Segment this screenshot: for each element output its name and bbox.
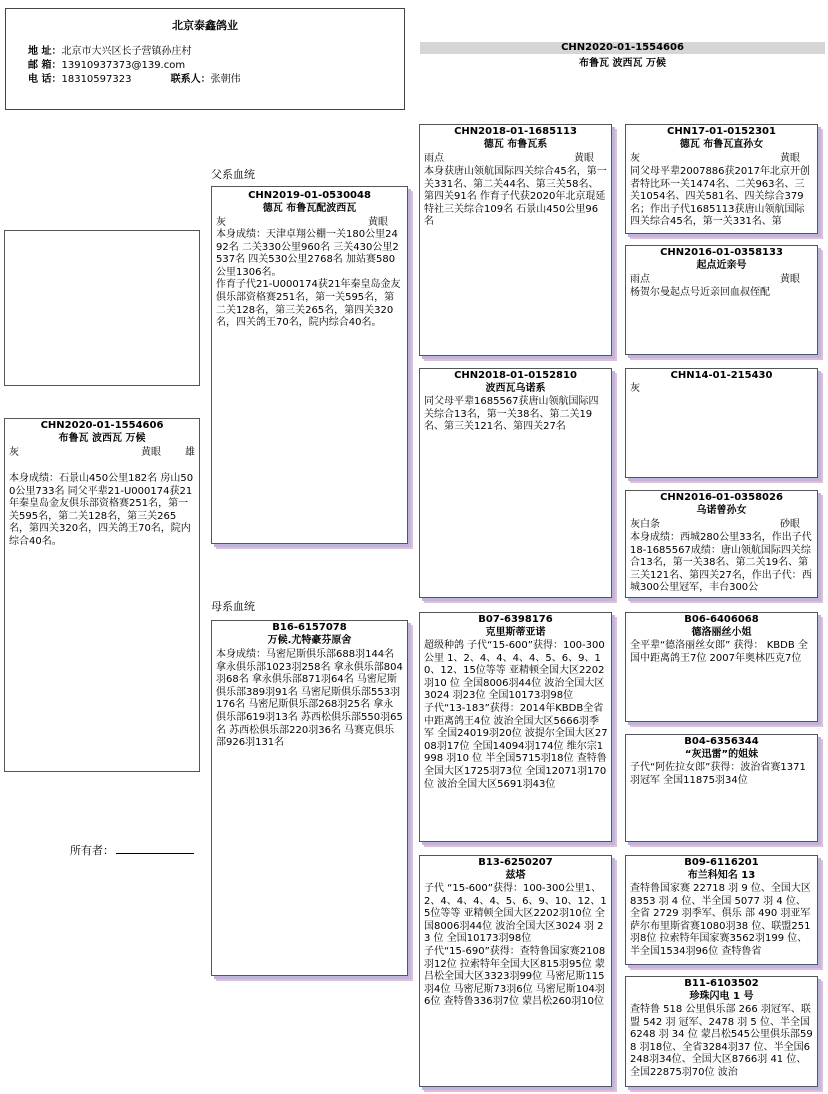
- sss-ring: CHN17-01-0152301: [667, 126, 776, 137]
- dds-card: [625, 855, 818, 965]
- sire-dam-card: [419, 368, 612, 598]
- dds-description: 查特鲁国家赛 22718 羽 9 位、全国大区 8353 羽 4 位、半全国 5077 羽 4 位、 全省 2729 羽季军、俱乐 部 490 羽亚军 萨尔布里斯省赛1080羽38 位、联盟251羽8位 拉索特年国家赛3562羽199 位、半全国1534羽96位 查特鲁省: [630, 883, 815, 957]
- ssd-ring: CHN2016-01-0358133: [660, 247, 783, 258]
- ddd-description: 查特鲁 518 公里俱乐部 266 羽冠军、联盟 542 羽 冠军、2478 羽 5 位、半全国 6248 羽 34 位 蒙吕松545公里俱乐部598 羽18位、全省3284羽37 位、半全国6248羽34位、全国大区8766羽 41 位、 全国22875羽70位 波治: [630, 1004, 814, 1078]
- sire-sire-card: [419, 124, 612, 356]
- sdd-description: 本身成绩：西城280公里33名，作出子代18-1685567成绩：唐山领航国际四关综合13名，第一关38名、第二关19名、第三关121名、第四关27名，作出子代：西城300公里冠军，丰台300公: [630, 532, 812, 594]
- subject-color: 灰: [9, 447, 19, 458]
- dam-sire-description: 超级种鸽 子代“15-600”获得：100-300公里 1、2、4、4、4、4、5、6、9、10、12、15位等等 亚精顿全国大区2202羽10 位 全国8006羽44位 波治全国大区3024 羽23位 全国10173羽98位 子代“13-183”获得：2014年KBDB全省中距离鸽王4位 波治全国大区5666羽季军 全国24019羽20位 波提尔全国大区2708羽17位 全国14094羽174位 维尔宗1998 羽10 位 半全国5715羽18位 查特鲁全国大区1725羽73位 全国12071羽170位 波治全国大区5691羽43位: [424, 640, 608, 790]
- sire-card: [211, 186, 408, 544]
- dam-dam-description: 子代 “15-600”获得：100-300公里1、2、4、4、4、4、5、6、9、10、12、15位等等 亚精顿全国大区2202羽10位 全国8006羽44位 波治全国大区3024 羽 23 位 全国10173羽98位 子代“15-690”获得：查特鲁国家赛2108羽12位 拉索特年全国大区815羽95位 蒙吕松全国大区3323羽99位 马密尼斯115羽4位 马密尼斯73羽6位 马密尼斯104羽6位 查特鲁336羽7位 蒙吕松260羽10位: [424, 883, 607, 1008]
- dss-ring: B06-6406068: [684, 614, 759, 625]
- dsd-card: [625, 734, 818, 842]
- dam-ring: B16-6157078: [272, 622, 347, 633]
- subject-eye: 黄眼: [141, 447, 161, 458]
- phone-label: 电 话：: [28, 74, 62, 85]
- mother-line-label: 母系血统: [211, 600, 255, 613]
- sds-ring: CHN14-01-215430: [670, 370, 773, 381]
- sss-color: 灰: [630, 153, 640, 164]
- sds-color: 灰: [630, 383, 640, 394]
- breeder-header: [5, 8, 405, 110]
- dsd-name: “灰迅雷”的姐妹: [684, 749, 759, 760]
- dam-dam-ring: B13-6250207: [478, 857, 553, 868]
- sire-dam-description: 同父母平辈1685567获唐山领航国际四关综合13名，第一关38名、第二关19名、第三关121名、第四关27名: [424, 396, 599, 433]
- sire-name: 德瓦 布鲁瓦配波西瓦: [262, 203, 357, 214]
- dam-sire-name: 克里斯蒂亚诺: [485, 627, 546, 638]
- dam-dam-name: 兹塔: [505, 870, 526, 881]
- sire-ring: CHN2019-01-0530048: [248, 190, 371, 201]
- sire-sire-ring: CHN2018-01-1685113: [454, 126, 577, 137]
- sire-sire-name: 德瓦 布鲁瓦系: [483, 139, 548, 150]
- sire-sire-eye: 黄眼: [574, 153, 594, 164]
- dss-name: 德洛丽丝小姐: [691, 627, 752, 638]
- sire-eye: 黄眼: [368, 217, 388, 228]
- dss-card: [625, 612, 818, 722]
- dam-sire-ring: B07-6398176: [478, 614, 553, 625]
- sdd-eye: 砂眼: [780, 519, 800, 530]
- dss-description: 全平辈“德洛丽丝女郎” 获得： KBDB 全国中距离鸽王7位 2007年奥林匹克7位: [630, 640, 808, 664]
- email-label: 邮 箱：: [28, 60, 62, 71]
- father-line-label: 父系血统: [211, 168, 255, 181]
- contact-value: 张朝伟: [210, 74, 241, 85]
- ssd-eye: 黄眼: [780, 274, 800, 285]
- sire-sire-description: 本身获唐山领航国际四关综合45名，第一关331名、第二关44名、第三关58名、第四关91名 作育子代获2020年北京琨延特社三关综合109名 石景山450公里96名: [424, 166, 607, 228]
- dsd-description: 子代“阿佐拉女郎”获得：波治省赛1371羽冠军 全国11875羽34位: [630, 762, 806, 786]
- subject-ring: CHN2020-01-1554606: [40, 420, 164, 431]
- ddd-card: [625, 976, 818, 1087]
- sdd-ring: CHN2016-01-0358026: [660, 492, 783, 503]
- dds-ring: B09-6116201: [684, 857, 759, 868]
- breeder-address-line: [28, 45, 191, 58]
- sss-card: [625, 124, 818, 234]
- dam-description: 本身成绩：马密尼斯俱乐部688羽144名 拿永俱乐部1023羽258名 拿永俱乐部804羽68名 拿永俱乐部871羽64名 马密尼斯俱乐部389羽91名 马密尼斯俱乐部553羽176名 马密尼斯俱乐部268羽25名 拿永俱乐部619羽13名 苏西松俱乐部550羽65名 苏西松俱乐部220羽36名 马赛克俱乐部926羽131名: [216, 649, 403, 749]
- sdd-card: [625, 490, 818, 598]
- address-label: 地 址：: [28, 46, 62, 57]
- sire-sire-color: 雨点: [424, 153, 444, 164]
- subject-card: [4, 418, 200, 772]
- ddd-ring: B11-6103502: [684, 978, 759, 989]
- sire-color: 灰: [216, 217, 226, 228]
- subject-description: 本身成绩：石景山450公里182名 房山500公里733名 同父平辈21-U000174获21年秦皇岛金友俱乐部资格赛251名，第一关595名，第二关128名，第三关265名，第四关320名，四关鸽王70名，院内综合40名。: [9, 473, 194, 547]
- ssd-color: 雨点: [630, 274, 650, 285]
- dam-name: 万候.尤特豪芬原舍: [267, 635, 352, 646]
- dam-sire-card: [419, 612, 612, 842]
- top-subject-ring: CHN2020-01-1554606: [561, 42, 684, 53]
- dsd-ring: B04-6356344: [684, 736, 759, 747]
- sire-dam-name: 波西瓦乌诺系: [485, 383, 546, 394]
- subject-sex: 雄: [185, 447, 195, 458]
- ssd-name: 起点近亲号: [696, 260, 747, 271]
- dam-card: [211, 620, 408, 976]
- ssd-card: [625, 245, 818, 355]
- owner-label: 所有者：: [70, 844, 114, 857]
- email-value: 13910937373@139.com: [61, 60, 186, 71]
- sss-description: 同父母平辈2007886获2017年北京开创者特比环一关1474名、二关963名、三关1054名、四关581名、四关综合379名；作出子代1685113获唐山领航国际四关综合45名，第一关331名、第: [630, 166, 810, 228]
- sdd-color: 灰白条: [630, 519, 660, 530]
- ddd-name: 珍珠闪电 1 号: [689, 991, 754, 1002]
- sire-dam-ring: CHN2018-01-0152810: [454, 370, 577, 381]
- address-value: 北京市大兴区长子营镇孙庄村: [61, 46, 192, 57]
- sire-description: 本身成绩：天津卓翔公棚一关180公里2492名 二关330公里960名 三关430公里2537名 四关530公里2768名 加站赛580公里1306名。 作育子代21-U000174获21年秦皇岛金友俱乐部资格赛251名，第一关595名，第二关128名，第三关265名，第四关320名，四关鸽王70名，院内综合40名。: [216, 229, 401, 329]
- sss-eye: 黄眼: [780, 153, 800, 164]
- owner-blank-line[interactable]: [116, 853, 194, 854]
- sdd-name: 乌诺曾孙女: [696, 505, 747, 516]
- phone-value: 18310597323: [61, 74, 132, 85]
- sss-name: 德瓦 布鲁瓦直孙女: [679, 139, 764, 150]
- dam-dam-card: [419, 855, 612, 1087]
- breeder-name: 北京泰鑫鸽业: [172, 19, 238, 32]
- photo-placeholder: [4, 230, 200, 386]
- top-subject-name: 布鲁瓦 波西瓦 万候: [579, 58, 666, 69]
- breeder-email-line: [28, 59, 185, 72]
- dds-name: 布兰科知名 13: [687, 870, 756, 881]
- contact-label: 联系人：: [170, 74, 211, 85]
- subject-name: 布鲁瓦 波西瓦 万候: [58, 433, 146, 444]
- sds-card: [625, 368, 818, 478]
- breeder-phone-line: [28, 73, 241, 86]
- ssd-description: 杨贺尔曼起点号近亲回血叔侄配: [630, 287, 770, 298]
